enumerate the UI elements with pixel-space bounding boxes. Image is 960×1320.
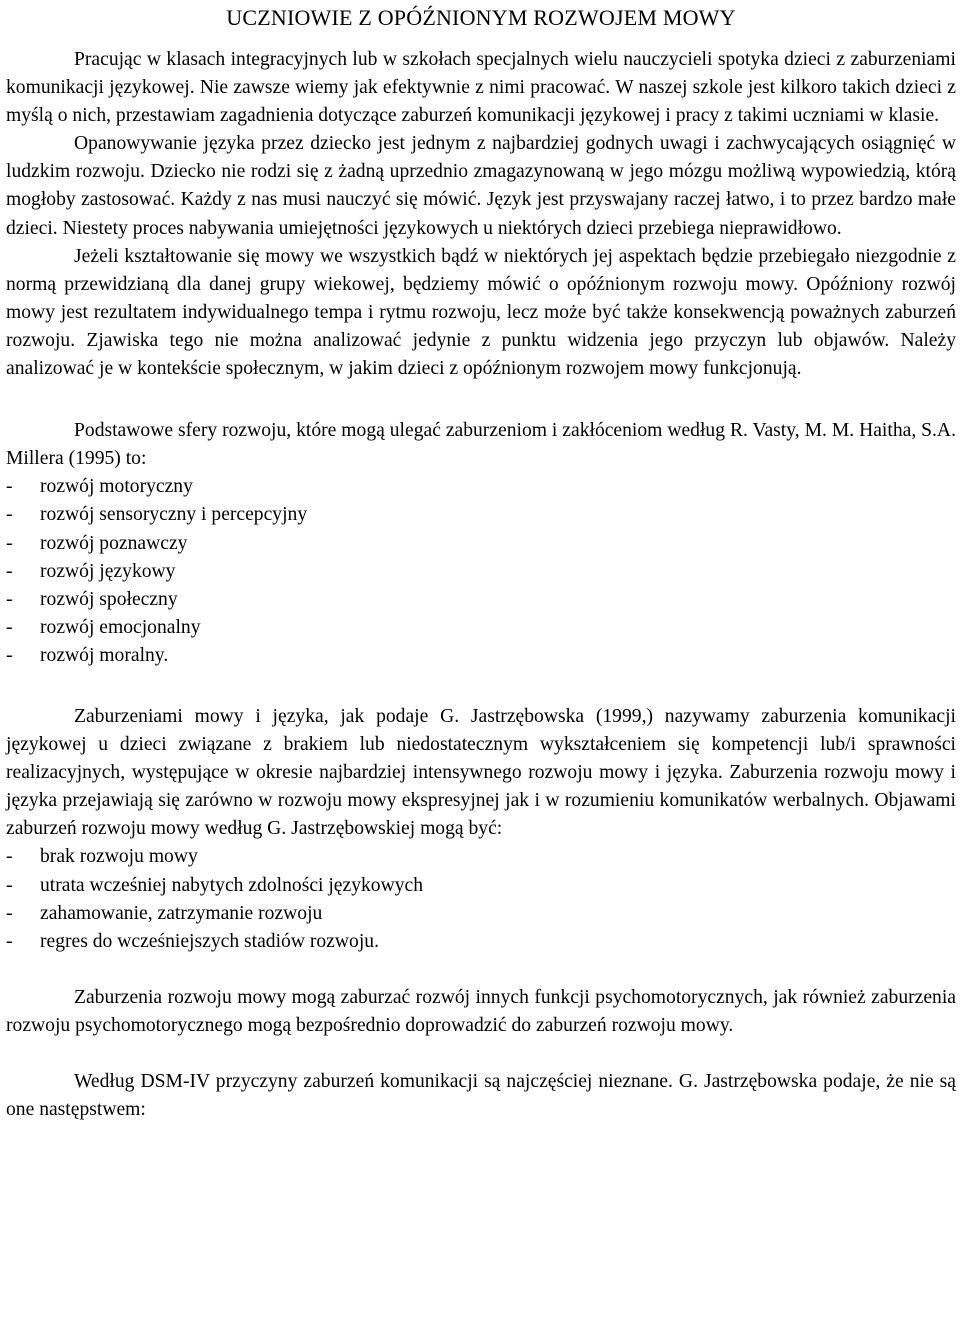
spheres-list	[6, 473, 956, 670]
paragraph-acquisition: Opanowywanie języka przez dziecko jest jednym z najbardziej godnych uwagi i zachwycających osiągnięć w ludzkim rozwoju. Dziecko nie rodzi się z żadną uprzednio zmagazynowaną w jego mózgu możliwą wypowiedzią, którą mogłoby zastosować. Każdy z nas musi nauczyć się mówić. Język jest przyswajany raczej łatwo, i to przez bardzo małe dzieci. Niestety proces nabywania umiejętności językowych u niektórych dzieci przebiega nieprawidłowo.	[6, 133, 956, 239]
list-item: - zahamowanie, zatrzymanie rozwoju	[6, 900, 956, 928]
document-title: UCZNIOWIE Z OPÓŹNIONYM ROZWOJEM MOWY	[226, 5, 736, 30]
paragraph-dsm: Według DSM-IV przyczyny zaburzeń komunikacji są najczęściej nieznane. G. Jastrzębowska podaje, że nie są one następstwem:	[6, 1071, 956, 1121]
paragraph-intro: Pracując w klasach integracyjnych lub w szkołach specjalnych wielu nauczycieli spotyka dzieci z zaburzeniami komunikacji językowej. Nie zawsze wiemy jak efektywnie z nimi pracować. W naszej szkole jest kilkoro takich dzieci z myślą o nich, przestawiam zagadnienia dotyczące zaburzeń komunikacji językowej i pracy z takimi uczniami w klasie.	[6, 49, 956, 127]
list-item: - regres do wcześniejszych stadiów rozwoju.	[6, 928, 956, 956]
list-item: - rozwój moralny.	[6, 642, 956, 670]
document-page	[6, 0, 956, 1124]
list-item: - rozwój emocjonalny	[6, 614, 956, 642]
list-item: - rozwój językowy	[6, 558, 956, 586]
list-item: - utrata wcześniej nabytych zdolności językowych	[6, 872, 956, 900]
list-item: - rozwój sensoryczny i percepcyjny	[6, 501, 956, 529]
paragraph-spheres-intro: Podstawowe sfery rozwoju, które mogą ulegać zaburzeniom i zakłóceniom według R. Vasty, M. M. Haitha, S.A. Millera (1995) to:	[6, 420, 956, 470]
list-item: - brak rozwoju mowy	[6, 843, 956, 871]
paragraph-delay: Jeżeli kształtowanie się mowy we wszystkich bądź w niektórych jej aspektach będzie przebiegało niezgodnie z normą przewidzianą dla danej grupy wiekowej, będziemy mówić o opóźnionym rozwoju mowy. Opóźniony rozwój mowy jest rezultatem indywidualnego tempa i rytmu rozwoju, lecz może być także konsekwencją poważnych zaburzeń rozwoju. Zjawiska tego nie można analizować jedynie z punktu widzenia jego przyczyn lub objawów. Należy analizować je w kontekście społecznym, w jakim dzieci z opóźnionym rozwojem mowy funkcjonują.	[6, 245, 956, 380]
paragraph-psychomotor: Zaburzenia rozwoju mowy mogą zaburzać rozwój innych funkcji psychomotorycznych, jak również zaburzenia rozwoju psychomotorycznego mogą bezpośrednio doprowadzić do zaburzeń rozwoju mowy.	[6, 986, 956, 1036]
list-item: - rozwój poznawczy	[6, 530, 956, 558]
symptoms-list	[6, 843, 956, 955]
list-item: - rozwój społeczny	[6, 586, 956, 614]
paragraph-disorders-intro: Zaburzeniami mowy i języka, jak podaje G. Jastrzębowska (1999,) nazywamy zaburzenia komunikacji językowej u dzieci związane z brakiem lub niedostatecznym wykształceniem się kompetencji lub/i sprawności realizacyjnych, występujące w okresie najbardziej intensywnego rozwoju mowy i języka. Zaburzenia rozwoju mowy i języka przejawiają się zarówno w rozwoju mowy ekspresyjnej jak i w rozumieniu komunikatów werbalnych. Objawami zaburzeń rozwoju mowy według G. Jastrzębowskiej mogą być:	[6, 705, 956, 840]
list-item: - rozwój motoryczny	[6, 473, 956, 501]
